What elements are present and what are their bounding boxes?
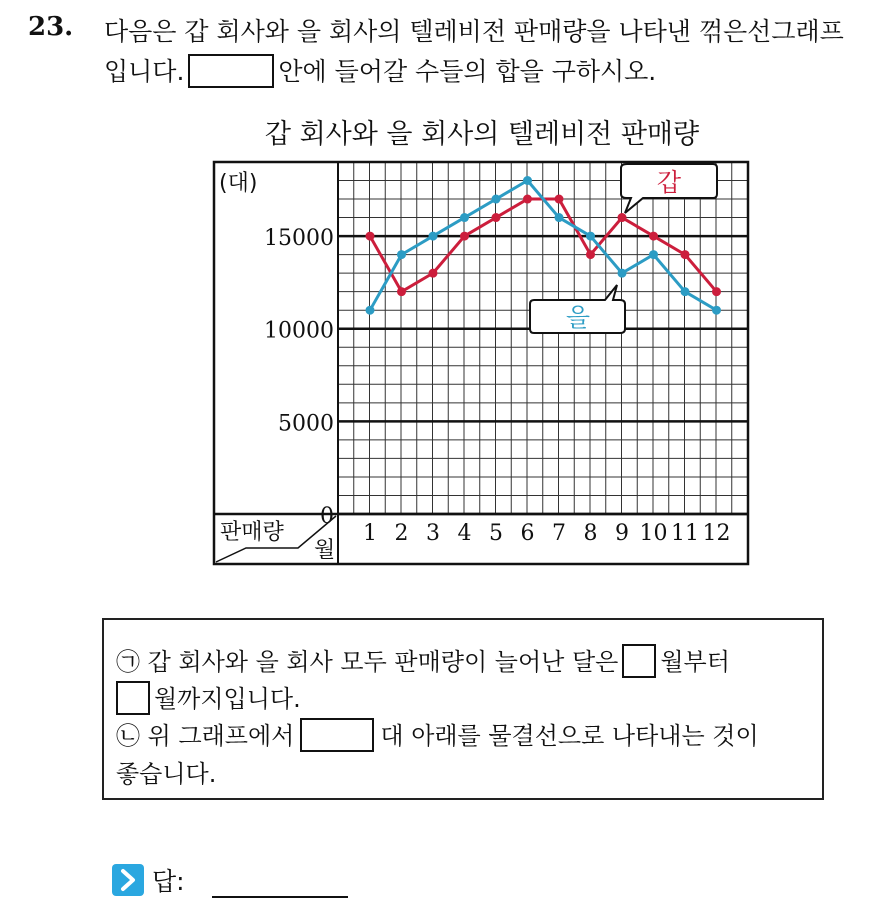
condition2-text: 월까지입니다.	[154, 685, 301, 713]
condition3-text: ㉡ 위 그래프에서	[116, 722, 295, 750]
data-point	[366, 306, 375, 315]
data-point	[712, 287, 721, 296]
chart-title: 갑 회사와 을 회사의 텔레비전 판매량	[264, 119, 700, 150]
condition3-suffix: 대 아래를 물결선으로 나타내는 것이	[380, 722, 759, 750]
data-point	[681, 287, 690, 296]
data-point	[429, 232, 438, 241]
x-tick-label: 8	[583, 521, 598, 546]
answer-row	[112, 862, 185, 898]
chart-frame	[214, 162, 748, 564]
data-point	[492, 213, 501, 222]
answer-input-line[interactable]	[212, 896, 348, 898]
x-tick-label: 6	[520, 521, 535, 546]
y-tick-label: 0	[320, 504, 334, 529]
x-tick-label: 3	[426, 521, 440, 546]
data-point	[586, 250, 595, 259]
data-point	[555, 195, 564, 204]
data-point	[712, 306, 721, 315]
x-tick-label: 10	[639, 521, 668, 546]
question-text-after-blank: 안에 들어갈 수들의 합을 구하시오.	[278, 57, 657, 86]
x-tick-label: 12	[702, 521, 731, 546]
question-text-line1: 다음은 갑 회사와 을 회사의 텔레비전 판매량을 나타낸 꺾은선그래프	[104, 17, 844, 46]
condition1-blank-start-box[interactable]	[622, 644, 656, 678]
data-point	[429, 269, 438, 278]
condition-line-4: 좋습니다.	[116, 760, 217, 788]
condition1-blank-end-box[interactable]	[116, 681, 150, 715]
question-number: 23.	[28, 12, 74, 42]
x-tick-label: 5	[489, 521, 503, 546]
x-tick-label: 4	[457, 521, 472, 546]
y-unit-label: (대)	[219, 171, 258, 196]
data-point	[397, 250, 406, 259]
y-tick-label: 15000	[264, 226, 334, 252]
data-point	[460, 232, 469, 241]
condition-line-2	[116, 679, 301, 717]
question-text-before-blank: 입니다.	[104, 57, 185, 86]
data-point	[366, 232, 375, 241]
series-label-gap: 갑	[656, 168, 682, 197]
data-point	[618, 269, 627, 278]
data-point	[397, 287, 406, 296]
condition-line-3	[116, 716, 759, 754]
y-tick-label: 5000	[278, 411, 334, 437]
x-tick-label: 1	[363, 521, 377, 546]
x-tick-label: 7	[552, 521, 566, 546]
condition1-text: ㉠ 갑 회사와 을 회사 모두 판매량이 늘어난 달은	[116, 648, 619, 676]
data-point	[555, 213, 564, 222]
condition-line-1	[116, 642, 730, 680]
data-point	[460, 213, 469, 222]
x-tick-label: 2	[394, 521, 409, 546]
y-tick-label: 10000	[264, 318, 334, 344]
corner-label-sales: 판매량	[220, 520, 284, 545]
x-tick-label: 11	[671, 521, 699, 546]
right-arrow-icon	[112, 864, 144, 896]
data-point	[649, 250, 658, 259]
condition3-blank-box[interactable]	[300, 718, 374, 752]
condition1-suffix: 월부터	[660, 648, 730, 676]
corner-label-month: 월	[314, 538, 336, 563]
answer-label: 답:	[152, 867, 185, 896]
data-point	[523, 195, 532, 204]
data-point	[681, 250, 690, 259]
series-label-eul: 을	[565, 303, 591, 332]
data-point	[586, 232, 595, 241]
data-point	[649, 232, 658, 241]
x-tick-label: 9	[615, 521, 629, 546]
data-point	[523, 176, 532, 185]
data-point	[618, 213, 627, 222]
data-point	[492, 195, 501, 204]
